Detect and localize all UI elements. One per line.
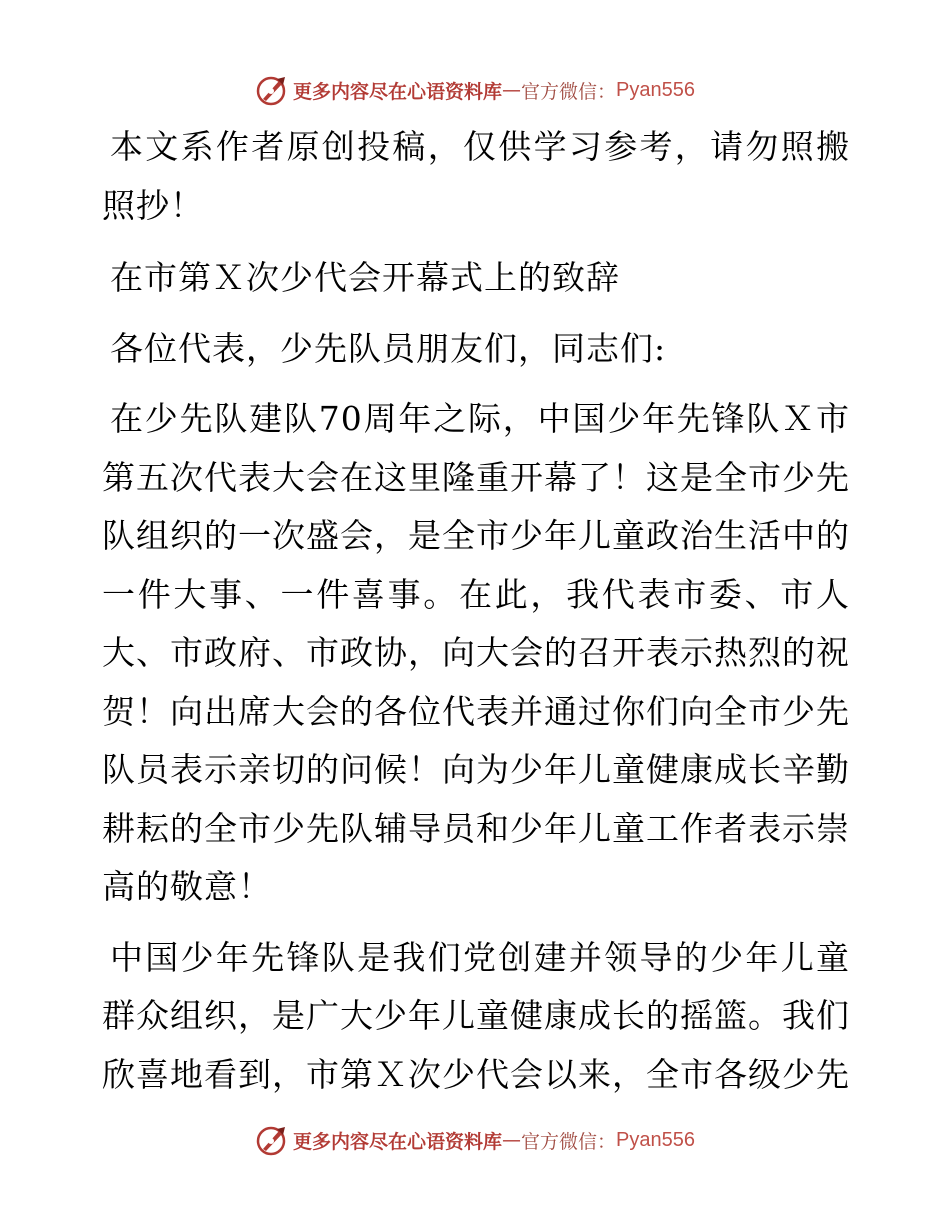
banner-separator: — <box>502 1129 522 1151</box>
quill-circle-logo-icon <box>255 1123 289 1157</box>
salutation: 各位代表，少先队员朋友们，同志们: <box>110 328 667 368</box>
banner-text: 更多内容尽在心语资料库 <box>293 80 503 103</box>
banner-wechat-label: 官方微信： <box>521 1130 617 1153</box>
copyright-notice: 本文系作者原创投稿，仅供学习参考，请勿照搬照抄！ <box>102 127 850 225</box>
document-title: 在市第Ｘ次少代会开幕式上的致辞 <box>110 258 620 297</box>
document-body <box>102 118 850 1116</box>
banner-wechat-id: Pyan556 <box>616 1128 695 1151</box>
body-paragraph: 在少先队建队70周年之际，中国少年先锋队Ｘ市第五次代表大会在这里隆重开幕了！这是全市少先队组织的一次盛会，是全市少年儿童政治生活中的一件大事、一件喜事。在此，我代表市委、市人大、市政府、市政协，向大会的召开表示热烈的祝贺！向出席大会的各位代表并通过你们向全市少先队员表示亲切的问候！向为少年儿童健康成长辛勤耕耘的全市少先队辅导员和少年儿童工作者表示崇高的敬意！ <box>102 399 850 906</box>
footer-banner <box>0 1120 950 1160</box>
banner-wechat-label: 官方微信： <box>521 80 617 103</box>
banner-text: 更多内容尽在心语资料库 <box>293 1130 503 1153</box>
banner-wechat-id: Pyan556 <box>616 78 695 101</box>
banner-separator: — <box>502 79 522 101</box>
header-banner <box>0 70 950 110</box>
quill-circle-logo-icon <box>255 73 289 107</box>
body-paragraph: 中国少年先锋队是我们党创建并领导的少年儿童群众组织，是广大少年儿童健康成长的摇篮。我们欣喜地看到，市第Ｘ次少代会以来，全市各级少先 <box>102 937 850 1094</box>
